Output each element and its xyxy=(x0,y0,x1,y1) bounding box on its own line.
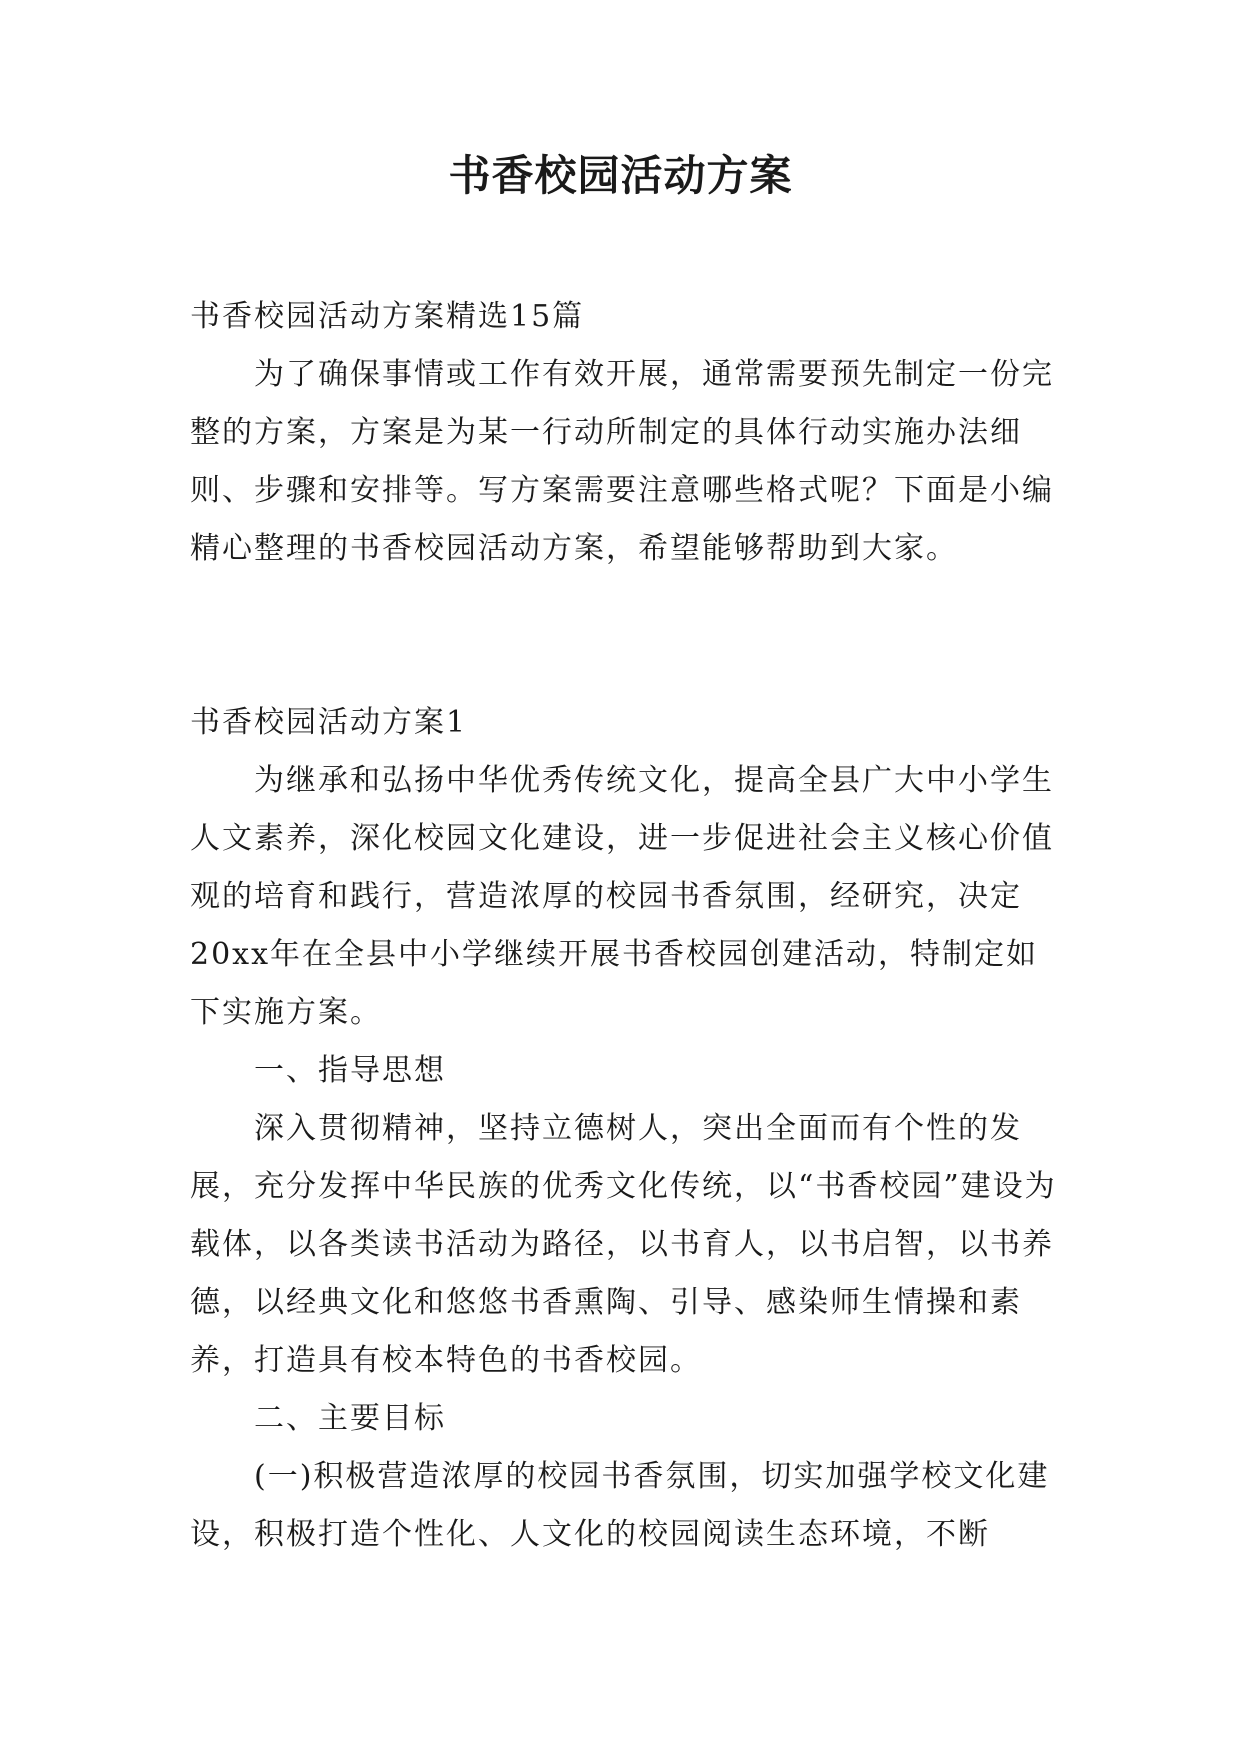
part-heading-main-goals: 二、主要目标 xyxy=(254,1401,446,1436)
intro-paragraph: 为了确保事情或工作有效开展，通常需要预先制定一份完整的方案，方案是为某一行动所制定的具体行动实施办法细则、步骤和安排等。写方案需要注意哪些格式呢？下面是小编精心整理的书香校园活动方案，希望能够帮助到大家。 xyxy=(190,357,1054,566)
main-goals-item-1: (一)积极营造浓厚的校园书香氛围，切实加强学校文化建设，积极打造个性化、人文化的校园阅读生态环境，不断 xyxy=(190,1459,1050,1552)
section-spacer xyxy=(190,578,1060,694)
guiding-ideology-paragraph: 深入贯彻精神，坚持立德树人，突出全面而有个性的发展，充分发挥中华民族的优秀文化传统，以“书香校园”建设为载体，以各类读书活动为路径，以书育人，以书启智，以书养德，以经典文化和悠悠书香熏陶、引导、感染师生情操和素养，打造具有校本特色的书香校园。 xyxy=(190,1111,1057,1378)
document-body xyxy=(190,288,1060,1564)
document-title: 书香校园活动方案 xyxy=(448,151,793,200)
document-subtitle: 书香校园活动方案精选15篇 xyxy=(190,299,585,334)
part-heading-guiding-ideology: 一、指导思想 xyxy=(254,1053,446,1088)
section-paragraph: 为继承和弘扬中华优秀传统文化，提高全县广大中小学生人文素养，深化校园文化建设，进一步促进社会主义核心价值观的培育和践行，营造浓厚的校园书香氛围，经研究，决定20xx年在全县中小学继续开展书香校园创建活动，特制定如下实施方案。 xyxy=(190,763,1054,1030)
section-heading: 书香校园活动方案1 xyxy=(190,705,468,740)
